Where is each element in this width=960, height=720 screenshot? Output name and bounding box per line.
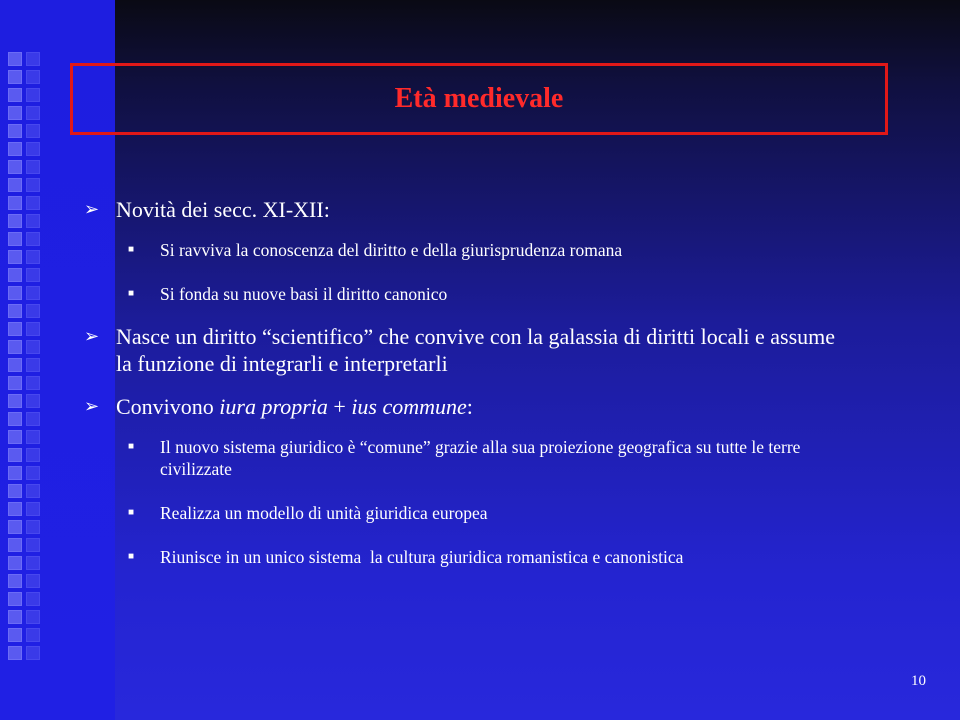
decorative-square bbox=[8, 268, 22, 282]
decorative-square-row bbox=[8, 268, 48, 282]
decorative-square-row bbox=[8, 394, 48, 408]
decorative-square bbox=[26, 628, 40, 642]
decorative-square bbox=[8, 376, 22, 390]
decorative-square bbox=[26, 106, 40, 120]
decorative-square bbox=[26, 574, 40, 588]
decorative-square bbox=[26, 412, 40, 426]
decorative-square bbox=[26, 52, 40, 66]
decorative-square bbox=[26, 196, 40, 210]
decorative-square-row bbox=[8, 232, 48, 246]
bullet-3 bbox=[84, 393, 944, 420]
decorative-square bbox=[26, 88, 40, 102]
decorative-square-row bbox=[8, 196, 48, 210]
decorative-square bbox=[26, 556, 40, 570]
decorative-square-row bbox=[8, 574, 48, 588]
decorative-square bbox=[8, 412, 22, 426]
sub-bullet-3-1-text: Il nuovo sistema giuridico è “comune” grazie alla sua proiezione geografica su tutte le terre civilizzate bbox=[160, 437, 801, 479]
bullet-3-suffix: : bbox=[466, 394, 473, 419]
decorative-square bbox=[26, 142, 40, 156]
decorative-square-row bbox=[8, 250, 48, 264]
sub-bullet-3-2 bbox=[128, 502, 944, 524]
square-bullet-icon: ■ bbox=[128, 441, 135, 452]
page-number: 10 bbox=[911, 673, 926, 689]
decorative-square-row bbox=[8, 538, 48, 552]
decorative-square bbox=[26, 520, 40, 534]
decorative-square bbox=[8, 592, 22, 606]
decorative-square-row bbox=[8, 502, 48, 516]
decorative-square-row bbox=[8, 610, 48, 624]
decorative-square-row bbox=[8, 646, 48, 660]
decorative-square bbox=[8, 322, 22, 336]
decorative-square-row bbox=[8, 430, 48, 444]
square-bullet-icon: ■ bbox=[128, 288, 135, 299]
decorative-square bbox=[8, 556, 22, 570]
decorative-square-row bbox=[8, 88, 48, 102]
decorative-square bbox=[26, 592, 40, 606]
decorative-square bbox=[26, 610, 40, 624]
decorative-square-row bbox=[8, 70, 48, 84]
decorative-square bbox=[8, 520, 22, 534]
decorative-square bbox=[8, 214, 22, 228]
decorative-square bbox=[26, 448, 40, 462]
slide-content bbox=[84, 196, 944, 590]
decorative-square bbox=[26, 322, 40, 336]
decorative-square bbox=[26, 268, 40, 282]
decorative-square bbox=[8, 124, 22, 138]
decorative-square bbox=[26, 466, 40, 480]
decorative-square bbox=[26, 646, 40, 660]
decorative-square bbox=[26, 376, 40, 390]
decorative-square-row bbox=[8, 214, 48, 228]
decorative-square bbox=[26, 178, 40, 192]
decorative-square bbox=[8, 340, 22, 354]
decorative-square bbox=[8, 304, 22, 318]
decorative-square-row bbox=[8, 520, 48, 534]
decorative-square bbox=[26, 502, 40, 516]
decorative-squares bbox=[8, 52, 48, 664]
decorative-square bbox=[8, 232, 22, 246]
sub-bullet-3-1 bbox=[128, 436, 944, 480]
sub-bullet-1-1 bbox=[128, 239, 944, 261]
bullet-1 bbox=[84, 196, 944, 223]
bullet-2 bbox=[84, 323, 944, 377]
decorative-square-row bbox=[8, 448, 48, 462]
decorative-square-row bbox=[8, 124, 48, 138]
decorative-square bbox=[26, 358, 40, 372]
decorative-square bbox=[8, 142, 22, 156]
decorative-square bbox=[8, 466, 22, 480]
decorative-square bbox=[8, 70, 22, 84]
decorative-square-row bbox=[8, 358, 48, 372]
decorative-square bbox=[26, 484, 40, 498]
sub-bullet-3-2-text: Realizza un modello di unità giuridica europea bbox=[160, 503, 488, 523]
sub-bullet-1-2-text: Si fonda su nuove basi il diritto canonico bbox=[160, 284, 448, 304]
decorative-square bbox=[8, 52, 22, 66]
decorative-square-row bbox=[8, 160, 48, 174]
square-bullet-icon: ■ bbox=[128, 507, 135, 518]
sub-bullet-3-3 bbox=[128, 546, 944, 568]
decorative-square-row bbox=[8, 304, 48, 318]
decorative-square bbox=[8, 610, 22, 624]
decorative-square bbox=[8, 574, 22, 588]
decorative-square bbox=[26, 160, 40, 174]
decorative-square bbox=[26, 430, 40, 444]
sub-bullet-1-1-text: Si ravviva la conoscenza del diritto e della giurisprudenza romana bbox=[160, 240, 623, 260]
arrow-bullet-icon: ➢ bbox=[84, 326, 100, 346]
title-frame bbox=[70, 63, 888, 135]
bullet-1-text: Novità dei secc. XI-XII: bbox=[116, 197, 330, 222]
decorative-square-row bbox=[8, 286, 48, 300]
bullet-2-text: Nasce un diritto “scientifico” che convive con la galassia di diritti locali e assume la funzione di integrarli e interpretarli bbox=[116, 324, 836, 376]
decorative-square-row bbox=[8, 466, 48, 480]
bullet-3-text bbox=[116, 393, 473, 420]
decorative-square bbox=[8, 538, 22, 552]
decorative-square-row bbox=[8, 142, 48, 156]
arrow-bullet-icon: ➢ bbox=[84, 396, 100, 416]
decorative-square bbox=[8, 430, 22, 444]
decorative-square bbox=[8, 160, 22, 174]
sub-bullet-3-3-text: Riunisce in un unico sistema la cultura giuridica romanistica e canonistica bbox=[160, 547, 684, 567]
decorative-square-row bbox=[8, 592, 48, 606]
decorative-square bbox=[26, 286, 40, 300]
decorative-square bbox=[26, 538, 40, 552]
decorative-square bbox=[26, 214, 40, 228]
decorative-square bbox=[26, 304, 40, 318]
decorative-square bbox=[26, 232, 40, 246]
decorative-square bbox=[8, 250, 22, 264]
decorative-square bbox=[8, 394, 22, 408]
arrow-bullet-icon: ➢ bbox=[84, 199, 100, 219]
sub-bullet-1-2 bbox=[128, 283, 944, 305]
decorative-square bbox=[26, 124, 40, 138]
slide-title: Età medievale bbox=[394, 83, 564, 114]
decorative-square bbox=[8, 358, 22, 372]
decorative-square bbox=[8, 286, 22, 300]
decorative-square-row bbox=[8, 376, 48, 390]
decorative-square bbox=[8, 484, 22, 498]
decorative-square bbox=[26, 340, 40, 354]
decorative-square bbox=[8, 628, 22, 642]
decorative-square bbox=[8, 178, 22, 192]
decorative-square bbox=[8, 502, 22, 516]
decorative-square bbox=[8, 88, 22, 102]
bullet-3-ius-commune: ius commune bbox=[351, 394, 467, 419]
decorative-square-row bbox=[8, 484, 48, 498]
decorative-square-row bbox=[8, 412, 48, 426]
decorative-square-row bbox=[8, 628, 48, 642]
decorative-square bbox=[26, 394, 40, 408]
square-bullet-icon: ■ bbox=[128, 551, 135, 562]
decorative-square bbox=[26, 70, 40, 84]
decorative-square-row bbox=[8, 322, 48, 336]
decorative-square-row bbox=[8, 106, 48, 120]
decorative-square-row bbox=[8, 178, 48, 192]
decorative-square-row bbox=[8, 340, 48, 354]
decorative-square bbox=[8, 106, 22, 120]
bullet-3-middle: + bbox=[327, 394, 352, 419]
decorative-square bbox=[8, 196, 22, 210]
decorative-square bbox=[8, 448, 22, 462]
square-bullet-icon: ■ bbox=[128, 244, 135, 255]
decorative-square-row bbox=[8, 556, 48, 570]
decorative-square bbox=[8, 646, 22, 660]
decorative-square bbox=[26, 250, 40, 264]
decorative-square-row bbox=[8, 52, 48, 66]
bullet-3-iura-propria: iura propria bbox=[219, 394, 328, 419]
bullet-3-prefix: Convivono bbox=[116, 394, 220, 419]
